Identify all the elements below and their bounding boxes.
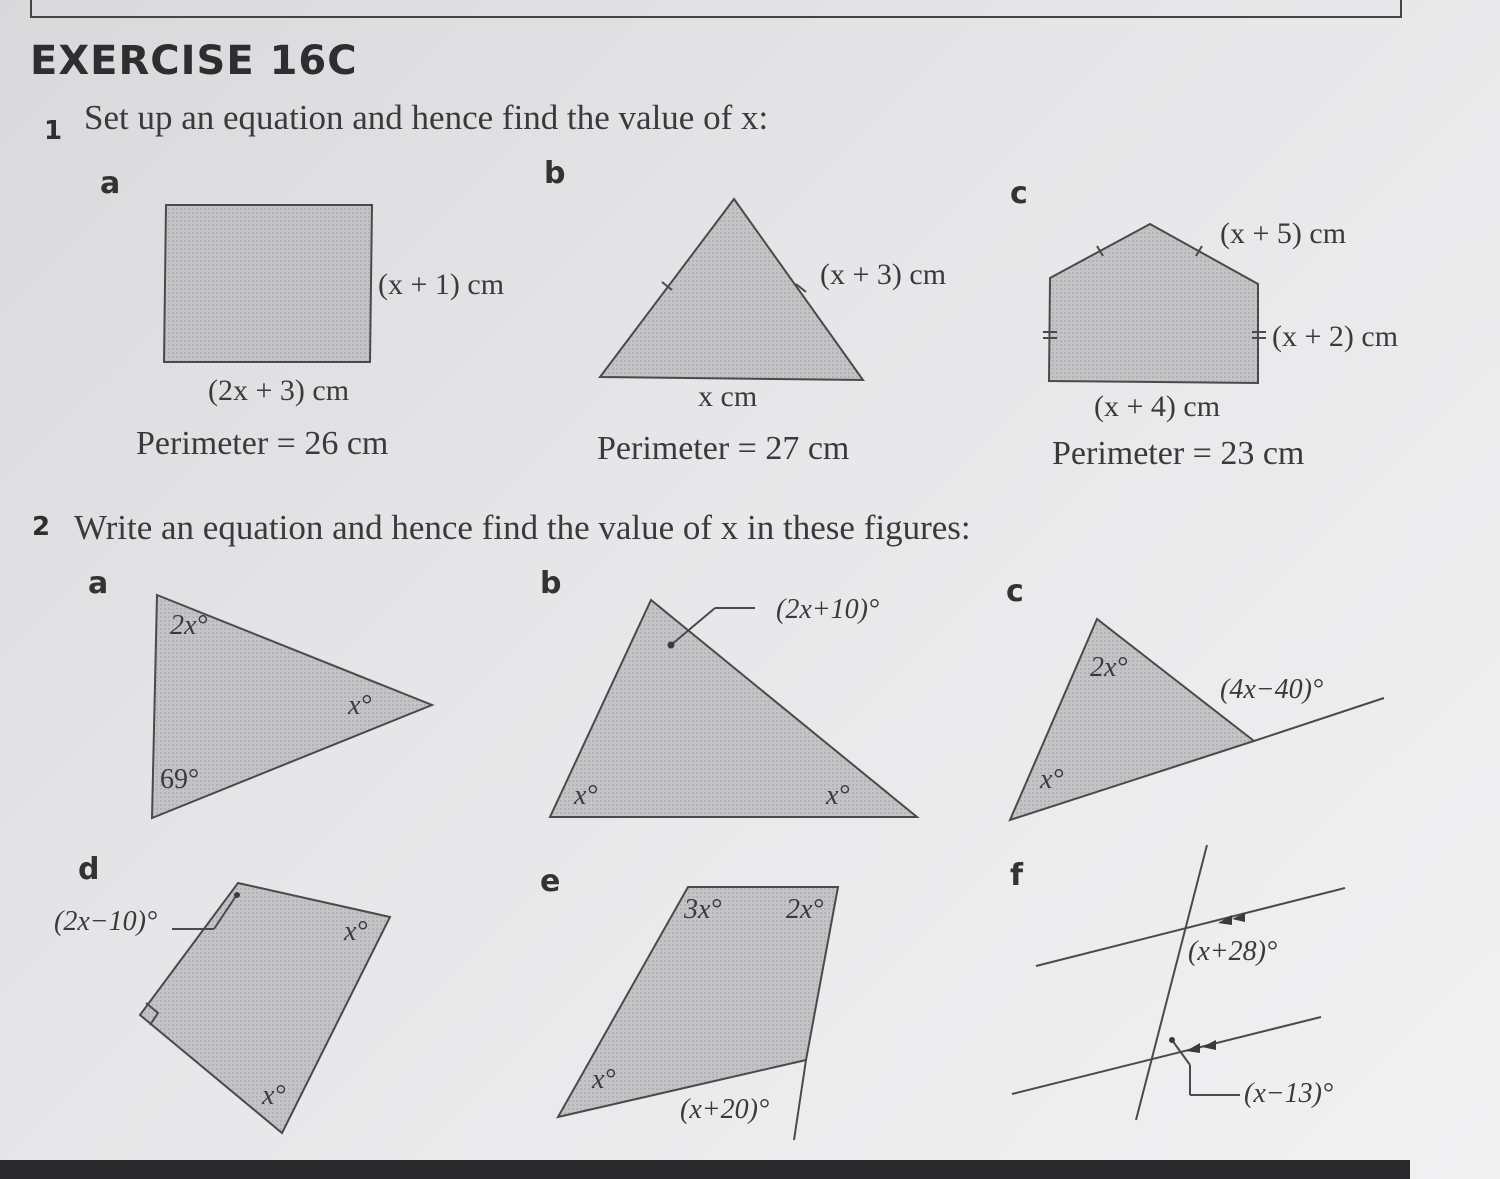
question-1-text: Set up an equation and hence find the value of x: [84,98,769,137]
q1a-part-label: a [100,166,121,201]
q2f-angle-lower: (x−13)° [1244,1078,1334,1109]
q2a-angle-top: 2x° [170,610,208,641]
q2e-angle-bottom: (x+20)° [680,1094,770,1125]
q1b-perimeter: Perimeter = 27 cm [597,430,850,467]
q1c-part-label: c [1010,176,1028,211]
q1b-side-label: (x + 3) cm [820,258,947,291]
q2b-part-label: b [540,566,562,601]
q2e-angle-left: x° [592,1064,616,1095]
q1c-side-label: (x + 2) cm [1272,320,1399,353]
q1a-rectangle [164,205,372,362]
q2f-angle-upper: (x+28)° [1188,936,1278,967]
page-bottom-bar [0,1160,1410,1179]
q2e-angle-topright: 2x° [786,894,824,925]
q1a-perimeter: Perimeter = 26 cm [136,425,389,462]
q1c-roof-label: (x + 5) cm [1220,217,1347,250]
q1a-bottom-label: (2x + 3) cm [208,374,350,407]
q1b-bottom-label: x cm [698,380,758,413]
q2a-angle-right: x° [348,690,372,721]
q2d-angle-topleft: (2x−10)° [54,906,158,937]
q2b-triangle [550,600,917,817]
question-2-text: Write an equation and hence find the value of x in these figures: [74,508,971,547]
q2d-angle-right: x° [344,916,368,947]
q2c-exterior-angle: (4x−40)° [1220,674,1324,705]
q2b-angle-top: (2x+10)° [776,594,880,625]
q1a-side-label: (x + 1) cm [378,268,505,301]
q2e-part-label: e [540,864,561,899]
question-1-number: 1 [44,116,63,146]
q1c-perimeter: Perimeter = 23 cm [1052,435,1305,472]
q2d-angle-bottom: x° [262,1080,286,1111]
q2b-angle-left: x° [574,780,598,811]
question-2-number: 2 [32,512,51,542]
q2a-angle-bottom: 69° [160,764,200,795]
q2b-angle-right: x° [826,780,850,811]
q2a-part-label: a [88,566,109,601]
q2e-angle-topleft: 3x° [684,894,722,925]
q2c-part-label: c [1006,574,1024,609]
q2d-part-label: d [78,852,100,887]
q1c-bottom-label: (x + 4) cm [1094,390,1221,423]
q2c-angle-top: 2x° [1090,652,1128,683]
q2f-part-label: f [1010,858,1024,893]
exercise-heading: EXERCISE 16C [30,38,358,84]
q2c-angle-bottom: x° [1040,764,1064,795]
q1b-part-label: b [544,156,566,191]
